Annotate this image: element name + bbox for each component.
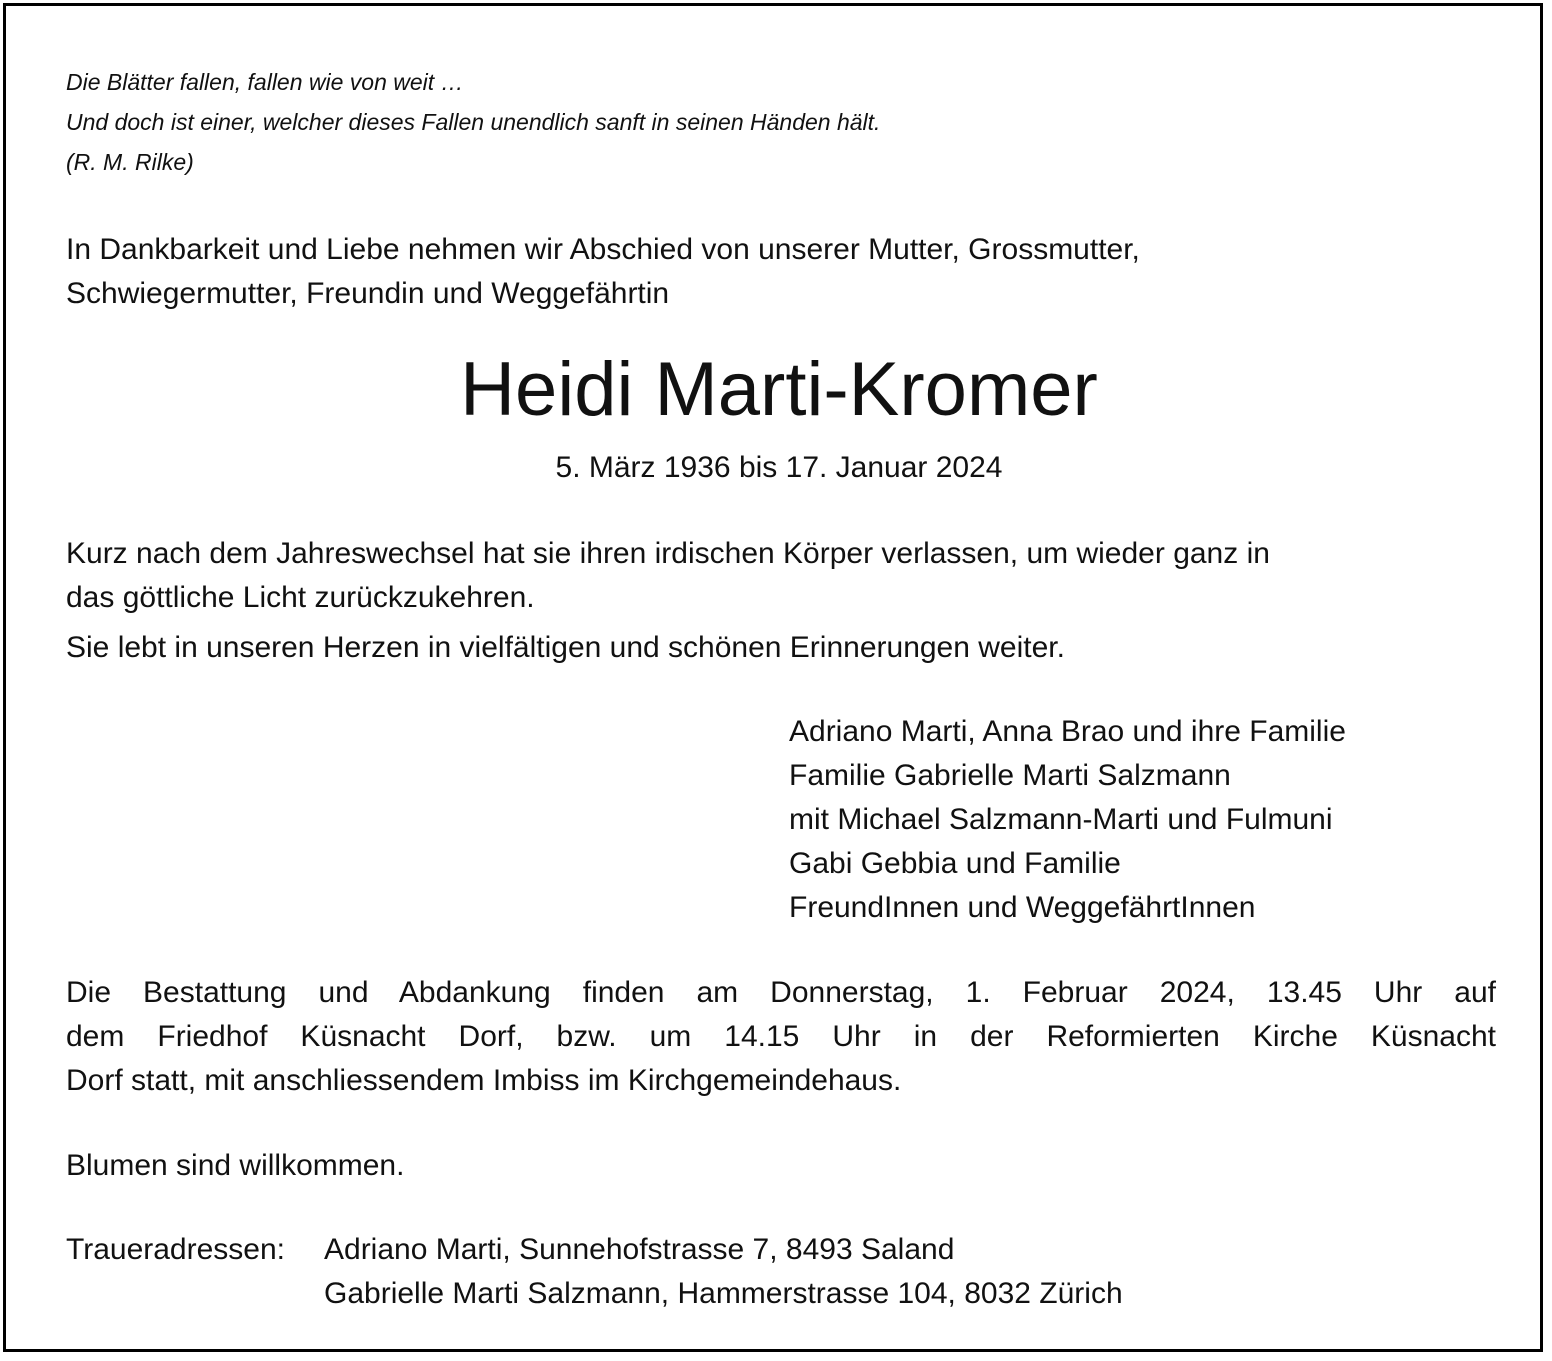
intro-text	[66, 228, 1140, 316]
mourner-line: Gabi Gebbia und Familie	[789, 847, 1121, 880]
flowers-note: Blumen sind willkommen.	[66, 1149, 405, 1182]
mourning-addresses	[66, 1228, 1123, 1316]
poem-author: (R. M. Rilke)	[66, 149, 194, 175]
mourner-line: Familie Gabrielle Marti Salzmann	[789, 759, 1231, 792]
funeral-details	[66, 971, 1496, 1103]
addresses-label: Traueradressen:	[66, 1233, 285, 1266]
intro-line: Schwiegermutter, Freundin und Weggefährtin	[66, 277, 670, 310]
poem-line: Die Blätter fallen, fallen wie von weit …	[66, 69, 464, 95]
message-line: das göttliche Licht zurückzukehren.	[66, 581, 535, 614]
address-line: Adriano Marti, Sunnehofstrasse 7, 8493 Saland	[324, 1233, 955, 1266]
funeral-line: Dorf statt, mit anschliessendem Imbiss im Kirchgemeindehaus.	[66, 1064, 902, 1097]
poem-line: Und doch ist einer, welcher dieses Fallen unendlich sanft in seinen Händen hält.	[66, 109, 881, 135]
life-dates: 5. März 1936 bis 17. Januar 2024	[555, 451, 1003, 484]
message-line: Kurz nach dem Jahreswechsel hat sie ihren irdischen Körper verlassen, um wieder ganz in	[66, 537, 1270, 570]
mourner-line: FreundInnen und WeggefährtInnen	[789, 891, 1256, 924]
mourners-list	[789, 710, 1346, 930]
intro-line: In Dankbarkeit und Liebe nehmen wir Abschied von unserer Mutter, Grossmutter,	[66, 233, 1140, 266]
message-closing: Sie lebt in unseren Herzen in vielfältigen und schönen Erinnerungen weiter.	[66, 631, 1065, 664]
deceased-name: Heidi Marti-Kromer	[460, 347, 1098, 432]
mourner-line: mit Michael Salzmann-Marti und Fulmuni	[789, 803, 1333, 836]
message-paragraph	[66, 532, 1270, 620]
funeral-line: dem Friedhof Küsnacht Dorf, bzw. um 14.15 Uhr in der Reformierten Kirche Küsnacht	[66, 1020, 1496, 1053]
address-line: Gabrielle Marti Salzmann, Hammerstrasse 104, 8032 Zürich	[324, 1277, 1123, 1310]
mourner-line: Adriano Marti, Anna Brao und ihre Familie	[789, 715, 1346, 748]
funeral-line: Die Bestattung und Abdankung finden am Donnerstag, 1. Februar 2024, 13.45 Uhr auf	[66, 976, 1496, 1009]
poem-quote	[66, 62, 880, 182]
obituary-notice	[3, 3, 1543, 1352]
